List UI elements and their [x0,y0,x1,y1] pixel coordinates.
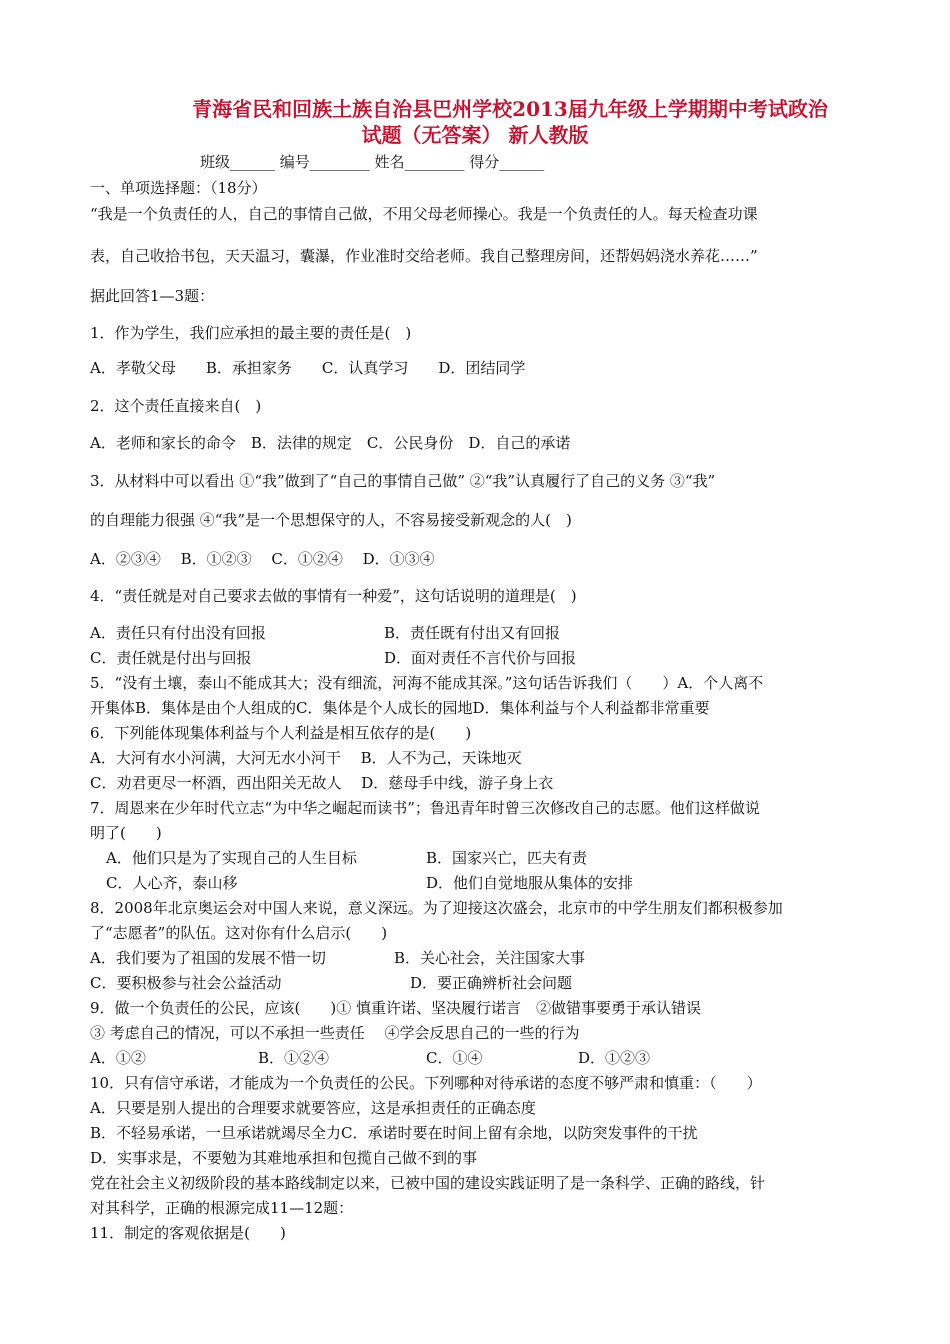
question-5-line-2: 开集体B．集体是由个人组成的C．集体是个人成长的园地D．集体利益与个人利益都非常重要 [90,699,710,717]
question-4-option-d: D．面对责任不言代价与回报 [384,649,577,667]
question-4-option-c: C．责任就是付出与回报 [90,649,252,667]
question-8-line-2: 了“志愿者”的队伍。这对你有什么启示( ) [90,924,388,942]
question-9-option-c: C．①④ [426,1049,483,1067]
question-9-option-a: A．①② [90,1049,146,1067]
question-10-option-d: D．实事求是，不要勉为其难地承担和包揽自己做不到的事 [90,1149,478,1167]
question-8-option-a: A．我们要为了祖国的发展不惜一切 [90,949,326,967]
question-7-line-1: 7．周恩来在少年时代立志“为中华之崛起而读书”；鲁迅青年时曾三次修改自己的志愿。他们这样做说 [90,799,760,817]
question-4-option-a: A．责任只有付出没有回报 [90,624,266,642]
question-3-options: A．②③④ B．①②③ C．①②④ D．①③④ [90,550,435,568]
question-10-options-bc: B．不轻易承诺，一旦承诺就竭尽全力C．承诺时要在时间上留有余地，以防突发事件的干扰 [90,1124,698,1142]
question-6-options-cd: C．劝君更尽一杯酒，西出阳关无故人 D．慈母手中线，游子身上衣 [90,774,554,792]
document-title-line-2: 试题（无答案） 新人教版 [361,123,589,147]
question-8-option-b: B．关心社会，关注国家大事 [394,949,586,967]
material-line-2: 表，自己收拾书包，天天温习，囊瀑，作业准时交给老师。我自己整理房间，还帮妈妈浇水养花……” [90,247,758,265]
question-7-line-2: 明了( ) [90,824,162,842]
question-4-option-b: B．责任既有付出又有回报 [384,624,561,642]
material-line-3: 据此回答1—3题： [90,287,215,305]
material-line-1: “我是一个负责任的人，自己的事情自己做，不用父母老师操心。我是一个负责任的人。每天检查功课 [90,205,758,223]
passage-11-line-2: 对其科学，正确的根源完成11—12题： [90,1199,354,1217]
question-10: 10．只有信守承诺，才能成为一个负责任的公民。下列哪种对待承诺的态度不够严肃和慎重：（ ） [90,1074,762,1092]
question-6: 6．下列能体现集体利益与个人利益是相互依存的是( ) [90,724,472,742]
question-1: 1．作为学生，我们应承担的最主要的责任是( ) [90,324,412,342]
question-7-option-b: B．国家兴亡，匹夫有责 [426,849,588,867]
question-9-option-d: D．①②③ [578,1049,651,1067]
question-8-option-c: C．要积极参与社会公益活动 [90,974,282,992]
question-9-option-b: B．①②④ [258,1049,330,1067]
question-6-options-ab: A．大河有水小河满，大河无水小河干 B．人不为己，天诛地灭 [90,749,522,767]
question-2-options: A．老师和家长的命令 B．法律的规定 C．公民身份 D．自己的承诺 [90,434,571,452]
question-7-option-a: A．他们只是为了实现自己的人生目标 [106,849,357,867]
question-1-options: A．孝敬父母 B．承担家务 C．认真学习 D．团结同学 [90,359,526,377]
question-8-option-d: D．要正确辨析社会问题 [410,974,573,992]
question-11: 11．制定的客观依据是( ) [90,1224,286,1242]
question-5-line-1: 5．“没有土壤，泰山不能成其大；没有细流，河海不能成其深。”这句话告诉我们（ ）A．个人离不 [90,674,764,692]
question-9-line-2: ③ 考虑自己的情况，可以不承担一些责任 ④学会反思自己的一些的行为 [90,1024,580,1042]
section-heading: 一、单项选择题：（18分） [90,179,267,197]
question-3-line-2: 的自理能力很强 ④“我”是一个思想保守的人，不容易接受新观念的人( ) [90,511,572,529]
question-8-line-1: 8．2008年北京奥运会对中国人来说，意义深远。为了迎接这次盛会，北京市的中学生朋友们都积极参加 [90,899,783,917]
student-info-line: 班级______ 编号________ 姓名________ 得分______ [200,153,545,171]
question-9-line-1: 9．做一个负责任的公民，应该( )① 慎重许诺、坚决履行诺言 ②做错事要勇于承认错误 [90,999,702,1017]
question-10-option-a: A．只要是别人提出的合理要求就要答应，这是承担责任的正确态度 [90,1099,536,1117]
passage-11-line-1: 党在社会主义初级阶段的基本路线制定以来，已被中国的建设实践证明了是一条科学、正确的路线，针 [90,1174,766,1192]
document-title-line-1: 青海省民和回族土族自治县巴州学校2013届九年级上学期期中考试政治 [192,97,828,121]
question-2: 2．这个责任直接来自( ) [90,397,262,415]
question-7-option-c: C．人心齐，泰山移 [106,874,238,892]
question-3-line-1: 3．从材料中可以看出 ①“我”做到了“自己的事情自己做” ②“我”认真履行了自己的义务 ③“我” [90,472,716,490]
question-7-option-d: D．他们自觉地服从集体的安排 [426,874,634,892]
question-4: 4．“责任就是对自己要求去做的事情有一种爱”，这句话说明的道理是( ) [90,587,577,605]
